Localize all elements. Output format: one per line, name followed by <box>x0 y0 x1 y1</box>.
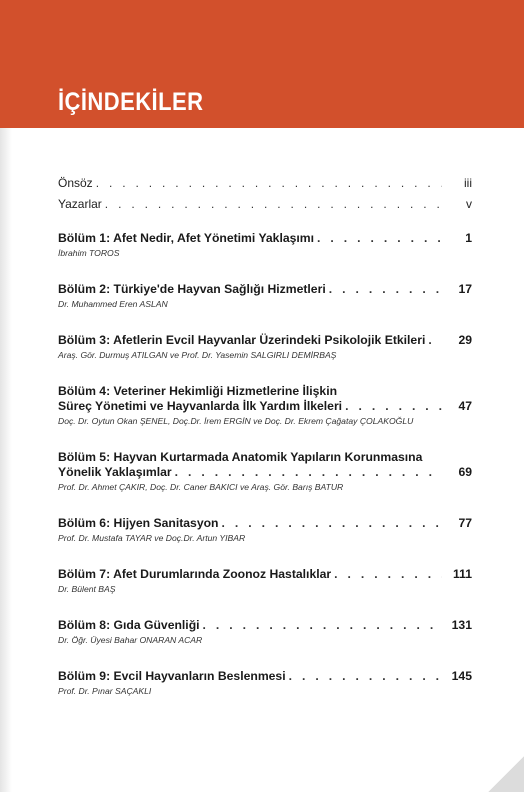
toc-chapter-7[interactable] <box>58 567 472 595</box>
chapter-title: Bölüm 7: Afet Durumlarında Zoonoz Hastalıklar <box>58 567 332 581</box>
chapter-title-line-1: Bölüm 4: Veteriner Hekimliği Hizmetlerine İlişkin <box>58 384 338 398</box>
dot-leader <box>93 176 442 191</box>
header-banner <box>0 0 524 128</box>
chapter-title: Bölüm 6: Hijyen Sanitasyon <box>58 516 219 530</box>
chapter-title: Bölüm 1: Afet Nedir, Afet Yönetimi Yaklaşımı <box>58 231 315 245</box>
chapter-page: 69 <box>458 465 472 479</box>
chapter-authors: Prof. Dr. Ahmet ÇAKIR, Doç. Dr. Caner BAKICI ve Araş. Gör. Barış BATUR <box>58 482 344 492</box>
chapter-page: 17 <box>458 282 472 296</box>
chapter-title: Bölüm 8: Gıda Güvenliği <box>58 618 200 632</box>
page-title: İÇİNDEKİLER <box>58 88 204 116</box>
chapter-authors: Araş. Gör. Durmuş ATILGAN ve Prof. Dr. Yasemin SALGIRLI DEMİRBAŞ <box>58 350 337 360</box>
toc-chapter-4[interactable] <box>58 384 472 427</box>
chapter-title-line-2: Yönelik Yaklaşımlar <box>58 465 172 479</box>
chapter-page: 145 <box>451 669 472 683</box>
chapter-authors: Doç. Dr. Oytun Okan ŞENEL, Doç.Dr. İrem ERGİN ve Doç. Dr. Ekrem Çağatay ÇOLAKOĞLU <box>58 416 414 426</box>
dot-leader <box>200 618 442 633</box>
toc-entry-preface[interactable] <box>58 176 472 191</box>
toc-chapter-1[interactable] <box>58 231 472 259</box>
toc-chapter-3[interactable] <box>58 333 472 361</box>
page-curl-corner <box>488 756 524 792</box>
chapter-page: 111 <box>453 567 472 581</box>
chapter-authors: İbrahim TOROS <box>58 248 120 258</box>
chapter-authors: Dr. Bülent BAŞ <box>58 584 116 594</box>
dot-leader <box>172 465 442 480</box>
toc-entry-title: Yazarlar <box>58 197 102 211</box>
chapter-title: Bölüm 3: Afetlerin Evcil Hayvanlar Üzerindeki Psikolojik Etkileri <box>58 333 426 347</box>
toc-entry-authors-list[interactable] <box>58 197 472 212</box>
chapter-authors: Dr. Öğr. Üyesi Bahar ONARAN ACAR <box>58 635 203 645</box>
chapter-page: 47 <box>458 399 472 413</box>
dot-leader <box>425 333 442 348</box>
toc-chapter-9[interactable] <box>58 669 472 697</box>
chapter-authors: Dr. Muhammed Eren ASLAN <box>58 299 168 309</box>
chapter-title-line-1: Bölüm 5: Hayvan Kurtarmada Anatomik Yapıların Korunmasına <box>58 450 423 464</box>
chapter-page: 29 <box>458 333 472 347</box>
dot-leader <box>342 399 442 414</box>
dot-leader <box>326 282 442 297</box>
chapter-page: 77 <box>458 516 472 530</box>
toc-entry-page: v <box>466 197 472 211</box>
chapter-page: 1 <box>465 231 472 245</box>
chapter-title-line-2: Süreç Yönetimi ve Hayvanlarda İlk Yardım İlkeleri <box>58 399 343 413</box>
chapter-page: 131 <box>451 618 472 632</box>
chapter-title: Bölüm 2: Türkiye'de Hayvan Sağlığı Hizmetleri <box>58 282 326 296</box>
chapter-authors: Prof. Dr. Pınar SAÇAKLI <box>58 686 152 696</box>
dot-leader <box>314 231 442 246</box>
toc-chapter-8[interactable] <box>58 618 472 646</box>
dot-leader <box>331 567 442 582</box>
table-of-contents <box>58 176 472 697</box>
toc-chapter-6[interactable] <box>58 516 472 544</box>
dot-leader <box>286 669 442 684</box>
toc-entry-title: Önsöz <box>58 176 93 190</box>
chapter-authors: Prof. Dr. Mustafa TAYAR ve Doç.Dr. Artun YIBAR <box>58 533 246 543</box>
toc-chapter-2[interactable] <box>58 282 472 310</box>
dot-leader <box>102 197 442 212</box>
chapter-title: Bölüm 9: Evcil Hayvanların Beslenmesi <box>58 669 286 683</box>
toc-entry-page: iii <box>464 176 472 190</box>
toc-chapter-5[interactable] <box>58 450 472 493</box>
dot-leader <box>219 516 442 531</box>
